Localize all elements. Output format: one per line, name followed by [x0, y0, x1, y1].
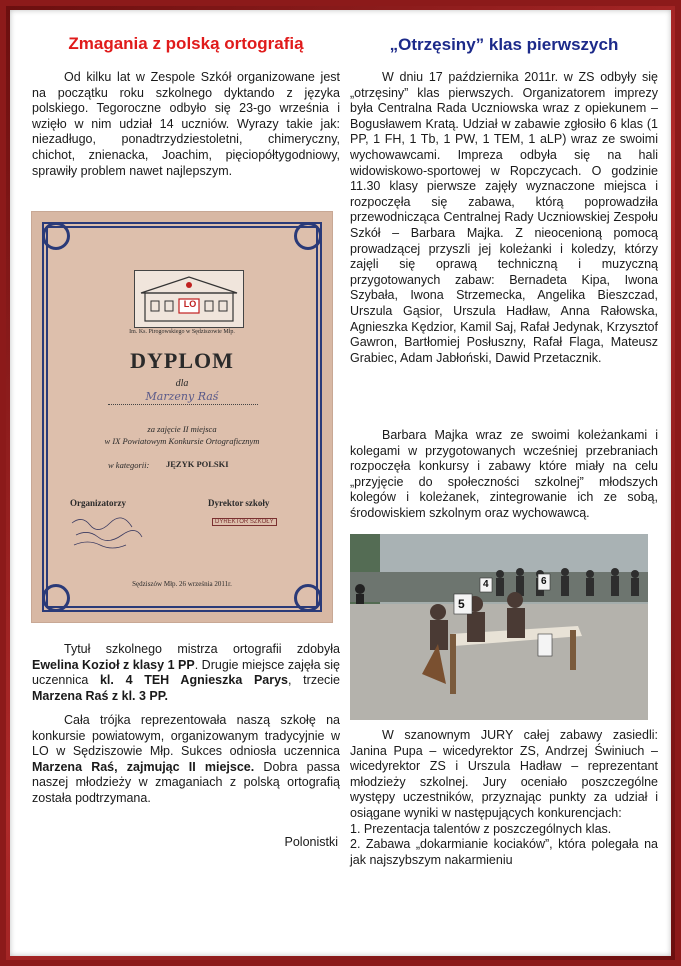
text-span: , trzecie: [288, 673, 340, 688]
right-paragraph-2: Barbara Majka wraz ze swoimi koleżankami i kolegami w przygotowanych wcześniej przebraniach rozpoczęła konkursy i zabawy które miały na celu „przyjęcie do społeczności szkolnej” młodszych kolegów i koleżanek, zintegrowanie ich ze sobą, środowiskiem szkolnym oraz wychowawcą.: [350, 428, 658, 520]
text-span: Cała trójka reprezentowała naszą szkołę na konkursie powiatowym, organizowanym tradycyjnie w LO w Sędziszowie Młp. Sukces odniosła uczennica: [32, 713, 340, 759]
diploma-category: JĘZYK POLSKI: [166, 459, 229, 469]
diploma-ornament-icon: [42, 222, 70, 250]
diploma-organizers-label: Organizatorzy: [70, 498, 126, 508]
left-paragraph-2: [32, 642, 340, 704]
right-paragraph-1: W dniu 17 października 2011r. w ZS odbyły się „otrzęsiny” klas pierwszych. Organizatorem imprezy była Centralna Rada Uczniowska wraz z opiekunem – Bogusławem Kratą. Udział w zabawie zgłosiło 6 klas (1 PP, 1 FH, 1 Tb, 1 PW, 1 TEM, 1 aLP) wraz ze swoimi wychowawcami. Impreza odbyła się na hali widowiskowo-sportowej w Ropczycach. O godzinie 11.30 klasy pierwsze zajęły wyznaczone miejsca i rozpoczęła się zabawa, którą poprowadziła przewodnicząca Centralnej Rady Uczniowskiej Zespołu Szkół – Barbara Majka. Z nieocenioną pomocą prowadzącej przyszli jej koleżanki i koledzy, którzy zajęli się oprawą techniczną i muzyczną przygotowanych zabaw: Bernadeta Kipa, Iwona Szybała, Iwona Strzemecka, Angelika Bieszczad, Urszula Gąsior, Urszula Hadław, Anna Rałowska, Agnieszka Kędzior, Kamil Saj, Rafał Jedynak, Krzysztof Gawron, Bartłomiej Posłuszny, Rafał Flaga, Mateusz Grabiec, Adam Jabłoński, Dawid Przetacznik.: [350, 70, 658, 365]
left-paragraph-3: [32, 713, 340, 807]
text-span: Dobra passa naszej młodzieży w zmaganiach z polską ortografią została podtrzymana.: [32, 759, 340, 805]
winner-1: Ewelina Kozioł z klasy 1 PP: [32, 657, 195, 672]
logo-text: LO: [183, 299, 197, 309]
event-photo: [350, 534, 648, 720]
diploma-border: [42, 222, 322, 612]
text-span: Tytuł szkolnego mistrza ortografii zdobyła: [64, 642, 340, 656]
director-stamp: DYREKTOR SZKOŁY: [212, 518, 277, 526]
right-article-title: „Otrzęsiny” klas pierwszych: [389, 35, 619, 54]
diploma-ornament-icon: [294, 584, 322, 612]
right-paragraph-3: W szanownym JURY całej zabawy zasiedli: Janina Pupa – wicedyrektor ZS, Andrzej Świniuch – wicedyrektor ZS i Urszula Hadław – reprezentant młodzieży szkolnej. Jury oceniało poszczególne występy uczestników, przyznając punkty za udział i osiągane wyniki w następujących konkurencjach:: [350, 728, 658, 820]
diploma-school-name: Im. Ks. Pirogowskiego w Sędziszowie Młp.: [129, 329, 235, 335]
winner-2: kl. 4 TEH Agnieszka Parys: [99, 673, 289, 688]
winner-highlight: Marzena Raś, zajmując II miejsce.: [32, 759, 255, 774]
left-paragraph-1: Od kilku lat w Zespole Szkół organizowane jest na początku roku szkolnego dyktando z języka polskiego. Tegoroczne odbyło się 23-go września i wzięło w nim udział 14 uczniów. Wyrazy takie jak: niezadługo, ponadtrzydziestoletni, chimeryczny, chichot, znienacka, Joachim, pięciopółtygodniowy, sprawiły problem nawet najlepszym.: [32, 70, 340, 178]
winner-3: Marzena Raś z kl. 3 PP.: [32, 688, 168, 703]
diploma-place: za zajęcie II miejsca: [147, 424, 217, 434]
score-card-3: 6: [541, 576, 547, 587]
diploma-dla: dla: [175, 378, 189, 389]
newsletter-page: [10, 10, 671, 956]
name-line: [108, 404, 258, 405]
organizers-signature-icon: [68, 513, 168, 553]
competition-item-1: 1. Prezentacja talentów z poszczególnych klas.: [350, 821, 612, 836]
score-card-2: 4: [483, 579, 489, 590]
text-span: . Drugie miejsce zajęła się uczennica: [32, 657, 341, 688]
right-paragraph-3-block: [350, 728, 658, 868]
article-signature: Polonistki: [284, 835, 338, 849]
diploma-ornament-icon: [42, 584, 70, 612]
diploma-contest: w IX Powiatowym Konkursie Ortograficznym: [104, 436, 260, 446]
diploma-ornament-icon: [294, 222, 322, 250]
jury-table-photo-icon: [350, 534, 648, 720]
competition-item-2: 2. Zabawa „dokarmianie kociaków”, która polegała na jak najszybszym nakarmieniu: [350, 837, 658, 867]
school-building-logo: [134, 270, 244, 328]
diploma-director-label: Dyrektor szkoły: [208, 498, 270, 508]
diploma-image: [32, 212, 332, 622]
diploma-title: DYPLOM: [130, 348, 234, 373]
diploma-recipient: Marzeny Raś: [145, 390, 219, 403]
score-card-1: 5: [458, 597, 465, 611]
diploma-category-label: w kategorii:: [108, 460, 150, 470]
diploma-date: Sędziszów Młp. 26 września 2011r.: [132, 580, 232, 588]
left-article-title: Zmagania z polską ortografią: [68, 34, 304, 53]
